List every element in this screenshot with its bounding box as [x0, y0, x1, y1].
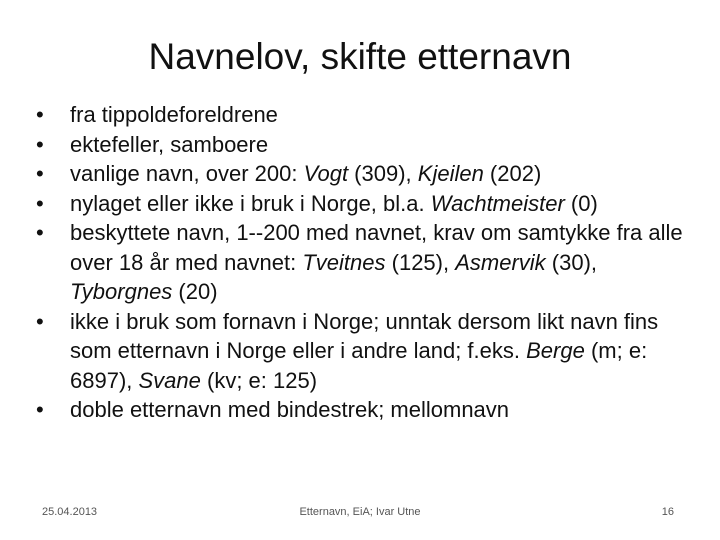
surname-example: Wachtmeister [430, 190, 565, 216]
bullet-item [36, 189, 704, 219]
surname-example: Kjeilen [417, 161, 484, 186]
bullet-item [36, 307, 704, 396]
bullet-dot-icon: • [36, 308, 44, 334]
bullet-text: (m; e: 6897), [70, 338, 648, 393]
bullet-text: (0) [564, 190, 598, 216]
bullet-text: (309), [348, 161, 418, 186]
bullet-text: (125), [385, 249, 456, 275]
footer-date: 25.04.2013 [42, 506, 98, 518]
bullet-dot-icon: • [36, 397, 44, 422]
bullet-item [36, 100, 704, 130]
bullet-text: nylaget eller ikke i bruk i Norge, bl.a. [70, 190, 431, 216]
bullet-item [36, 130, 704, 160]
bullet-dot-icon: • [36, 190, 44, 216]
page-number: 16 [661, 506, 674, 518]
bullet-text: doble etternavn med bindestrek; mellomnavn [70, 397, 510, 422]
surname-example: Tyborgnes [70, 279, 173, 304]
bullet-dot-icon: • [36, 131, 44, 157]
slide-title: Navnelov, skifte etternavn [148, 36, 572, 77]
bullet-text: (20) [172, 279, 218, 304]
bullet-text: (202) [483, 161, 542, 186]
bullet-item [36, 218, 704, 307]
surname-example: Svane [138, 367, 201, 393]
bullet-text: vanlige navn, over 200: [70, 161, 304, 186]
bullet-item [36, 395, 704, 425]
footer-center-text: Etternavn, EiA; Ivar Utne [299, 506, 421, 518]
bullet-dot-icon: • [36, 220, 44, 245]
bullet-text: (30), [545, 249, 598, 275]
bullet-dot-icon: • [36, 102, 44, 127]
bullet-item [36, 159, 704, 189]
surname-example: Asmervik [455, 249, 546, 275]
surname-example: Berge [526, 338, 585, 363]
bullet-text: ektefeller, samboere [70, 131, 269, 157]
surname-example: Vogt [303, 161, 349, 186]
bullet-text: (kv; e: 125) [200, 367, 318, 393]
bullet-text: fra tippoldeforeldrene [70, 102, 278, 127]
bullet-dot-icon: • [36, 161, 44, 186]
bullet-text: ikke i bruk som fornavn i Norge; unntak dersom likt navn fins som etternavn i Norge eller i andre land; f.eks. [70, 308, 659, 363]
surname-example: Tveitnes [302, 249, 386, 275]
bullet-list [36, 100, 704, 425]
bullet-text: beskyttete navn, 1--200 med navnet, krav om samtykke fra alle over 18 år med navnet: [70, 220, 683, 275]
